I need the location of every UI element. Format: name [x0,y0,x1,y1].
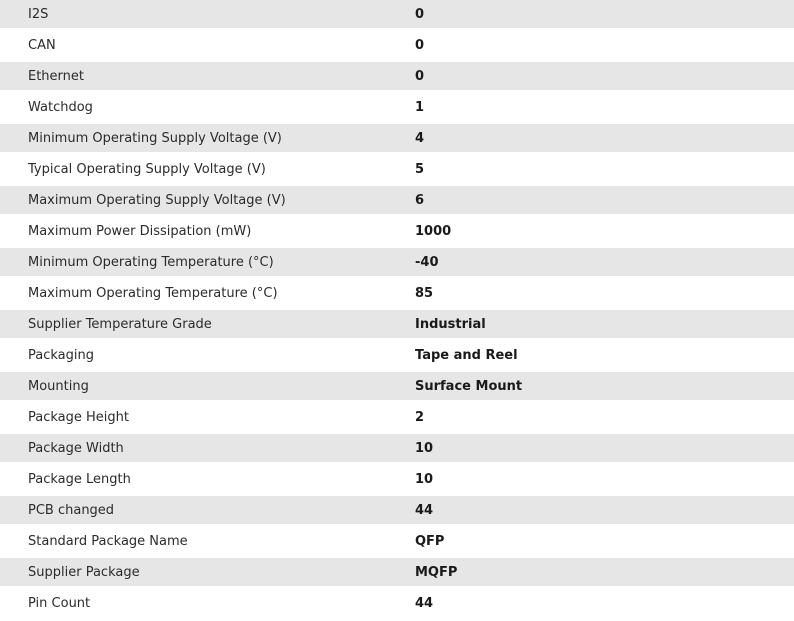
spec-value: 85 [415,285,434,301]
spec-value-cell [388,92,794,123]
spec-label: Minimum Operating Temperature (°C) [28,254,274,270]
spec-label-cell [0,340,388,371]
spec-label: Package Height [28,409,129,425]
spec-value-cell [388,247,794,278]
spec-value: 1000 [415,223,452,239]
spec-label: Watchdog [28,99,93,115]
spec-label: Maximum Operating Supply Voltage (V) [28,192,286,208]
spec-row-pcb-changed [0,495,794,526]
spec-value: 4 [415,130,425,146]
spec-value: 2 [415,409,425,425]
spec-value: 0 [415,68,425,84]
spec-value: 10 [415,471,434,487]
spec-row-supplier-temperature-grade [0,309,794,340]
spec-value-cell [388,495,794,526]
spec-row-mounting [0,371,794,402]
spec-row-can [0,30,794,61]
spec-value-cell [388,402,794,433]
spec-label: Maximum Operating Temperature (°C) [28,285,278,301]
spec-value: 10 [415,440,434,456]
spec-row-ethernet [0,61,794,92]
spec-value: 0 [415,6,425,22]
spec-value-cell [388,0,794,30]
spec-label-cell [0,371,388,402]
spec-label: Pin Count [28,595,91,611]
spec-value-cell [388,433,794,464]
spec-value-cell [388,30,794,61]
spec-value: MQFP [415,564,458,580]
spec-value-cell [388,557,794,588]
spec-label-cell [0,154,388,185]
spec-value-cell [388,216,794,247]
spec-label-cell [0,402,388,433]
spec-row-pin-count [0,588,794,618]
spec-row-i2s [0,0,794,30]
spec-label: PCB changed [28,502,115,518]
spec-label-cell [0,557,388,588]
spec-value-cell [388,371,794,402]
spec-value: Tape and Reel [415,347,518,363]
spec-value: 1 [415,99,425,115]
spec-label: CAN [28,37,56,53]
spec-label: Supplier Temperature Grade [28,316,212,332]
spec-row-min-operating-temperature [0,247,794,278]
spec-label-cell [0,123,388,154]
spec-label: Mounting [28,378,89,394]
spec-label-cell [0,247,388,278]
spec-value-cell [388,309,794,340]
spec-label-cell [0,464,388,495]
spec-value: 44 [415,595,434,611]
spec-value-cell [388,340,794,371]
spec-label: Maximum Power Dissipation (mW) [28,223,252,239]
spec-label-cell [0,588,388,618]
spec-value: 5 [415,161,425,177]
spec-row-packaging [0,340,794,371]
spec-row-package-length [0,464,794,495]
spec-value-cell [388,588,794,618]
spec-label: Standard Package Name [28,533,188,549]
spec-label: I2S [28,6,49,22]
spec-value-cell [388,61,794,92]
spec-label-cell [0,433,388,464]
spec-label: Supplier Package [28,564,140,580]
spec-label-cell [0,0,388,30]
spec-row-max-operating-temperature [0,278,794,309]
spec-label: Typical Operating Supply Voltage (V) [28,161,266,177]
spec-label: Packaging [28,347,94,363]
spec-label: Package Length [28,471,131,487]
spec-label-cell [0,185,388,216]
spec-value: Industrial [415,316,486,332]
spec-label-cell [0,309,388,340]
spec-label-cell [0,30,388,61]
spec-row-max-power-dissipation [0,216,794,247]
spec-label-cell [0,278,388,309]
spec-row-min-supply-voltage [0,123,794,154]
spec-label: Ethernet [28,68,84,84]
spec-value: 44 [415,502,434,518]
spec-row-standard-package-name [0,526,794,557]
spec-value-cell [388,154,794,185]
spec-value: -40 [415,254,439,270]
spec-value: Surface Mount [415,378,523,394]
spec-label: Package Width [28,440,124,456]
spec-value: 6 [415,192,425,208]
spec-label-cell [0,61,388,92]
spec-label: Minimum Operating Supply Voltage (V) [28,130,282,146]
spec-row-typ-supply-voltage [0,154,794,185]
spec-row-supplier-package [0,557,794,588]
spec-row-package-height [0,402,794,433]
spec-label-cell [0,526,388,557]
spec-value-cell [388,123,794,154]
spec-label-cell [0,495,388,526]
spec-row-package-width [0,433,794,464]
spec-value-cell [388,278,794,309]
spec-value-cell [388,185,794,216]
spec-row-max-supply-voltage [0,185,794,216]
spec-value-cell [388,464,794,495]
spec-value: 0 [415,37,425,53]
spec-row-watchdog [0,92,794,123]
spec-label-cell [0,92,388,123]
spec-value-cell [388,526,794,557]
spec-value: QFP [415,533,445,549]
spec-label-cell [0,216,388,247]
